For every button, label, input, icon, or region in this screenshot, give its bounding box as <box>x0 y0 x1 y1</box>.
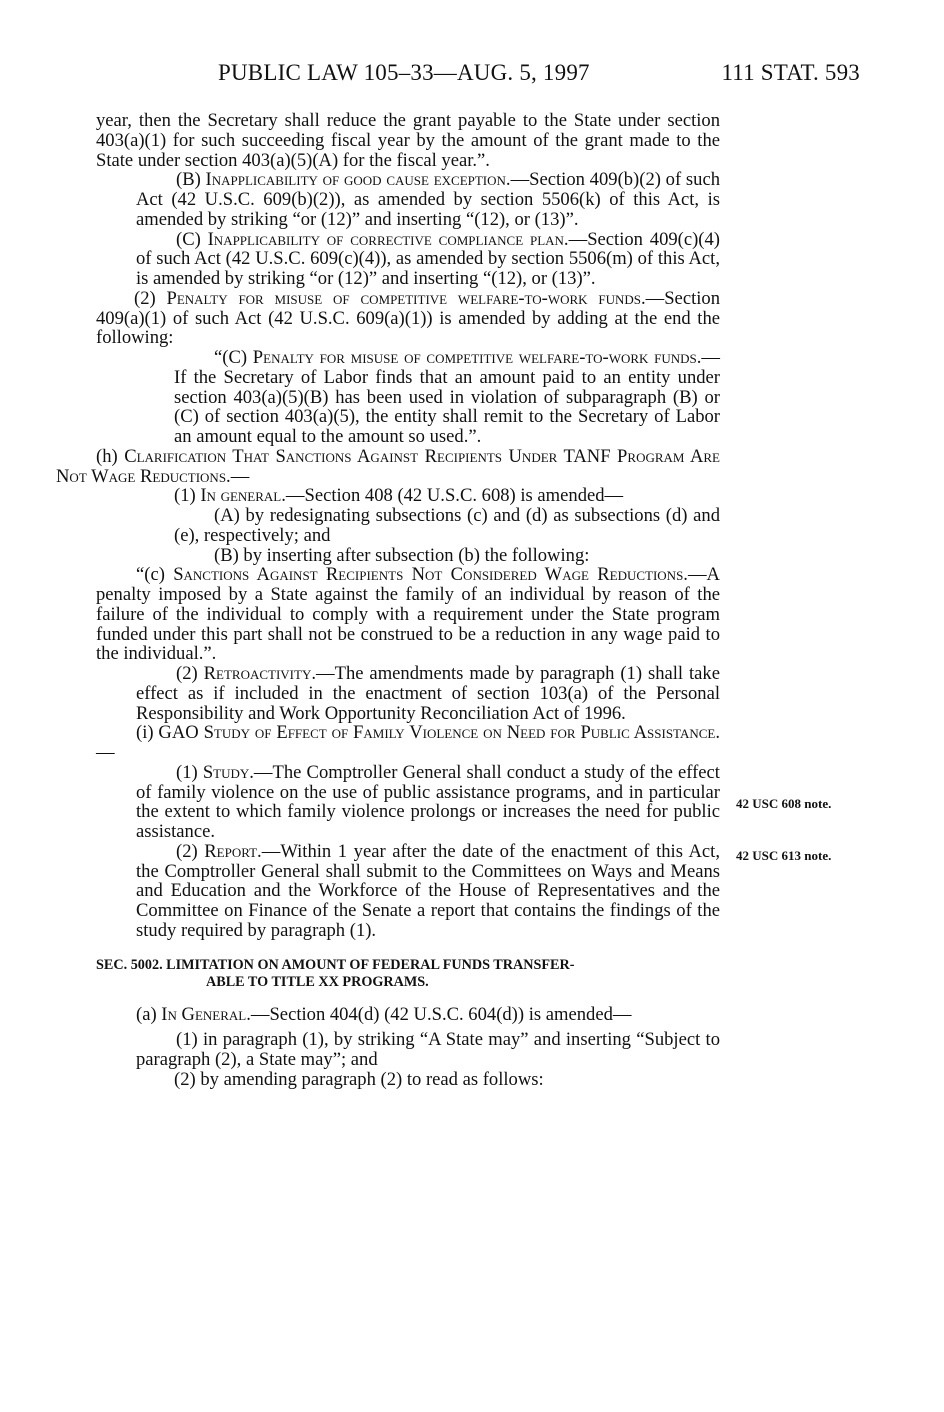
paragraph-text: —The amendments made by paragraph (1) shall take effect as if included in the enactment of section 103(a) of the Personal Responsibility and Work Opportunity Reconciliation Act of 1996. <box>136 663 720 724</box>
paragraph-text: —Section 408 (42 U.S.C. 608) is amended— <box>285 485 624 507</box>
paragraph-B-inserting <box>96 546 720 566</box>
paragraph-quoted-c-sanctions <box>96 565 720 664</box>
paragraph-text: (A) by redesignating subsections (c) and (d) as subsections (d) and (e), respectively; and <box>174 505 720 546</box>
body-text <box>56 110 721 1090</box>
running-header <box>0 60 944 92</box>
paragraph-2-retroactivity <box>96 664 720 723</box>
margin-note-613: 42 USC 613 note. <box>736 848 832 863</box>
paragraph-heading: Clarification That Sanctions Against Recipients Under TANF Program Are Not Wage Reductions. <box>56 445 720 487</box>
paragraph-text: —If the Secretary of Labor finds that an amount paid to an entity under section 403(a)(5)(B) has been used in violation of subparagraph (B) or (C) of section 403(a)(5), the entity shall remit to the Secretary of Labor an amount equal to the amount so used.”. <box>174 347 721 447</box>
paragraph-label: “(C) <box>214 347 253 368</box>
paragraph-B-good-cause <box>96 170 720 229</box>
paragraph-C-corrective-plan <box>96 230 720 289</box>
paragraph-heading: Study of Effect of Family Violence on Need for Public Assistance. <box>203 722 720 744</box>
paragraph-heading: Penalty for misuse of competitive welfare-to-work funds. <box>166 287 646 309</box>
paragraph-label: (1) <box>176 761 203 783</box>
paragraph-text: —Within 1 year after the date of the enactment of this Act, the Comptroller General shall submit to the Committees on Ways and Means and Education and the Workforce of the House of Representatives and the Committee on Finance of the Senate a report that contains the findings of the study required by paragraph (1). <box>136 840 720 941</box>
paragraph-label: (1) <box>174 485 201 507</box>
paragraph-label: (2) <box>176 840 205 862</box>
paragraph-1-study <box>96 763 720 842</box>
paragraph-label: (2) <box>176 663 204 684</box>
paragraph-label: (2) <box>134 287 167 309</box>
section-heading-line2: ABLE TO TITLE XX PROGRAMS. <box>206 973 429 990</box>
paragraph-text: —Section 409(c)(4) of such Act (42 U.S.C. 609(c)(4)), as amended by section 5506(m) of this Act, is amended by striking “or (12)” and inserting “(12), or (13)”. <box>136 228 720 289</box>
paragraph-text: (1) in paragraph (1), by striking “A State may” and inserting “Subject to paragraph (2), a State may”; and <box>136 1029 720 1070</box>
header-stat-page: 111 STAT. 593 <box>721 60 860 85</box>
paragraph-heading: Study. <box>202 761 254 783</box>
paragraph-heading: Inapplicability of good cause exception. <box>205 169 511 191</box>
paragraph-heading: Penalty for misuse of competitive welfare-to-work funds. <box>252 347 702 368</box>
header-law-citation: PUBLIC LAW 105–33—AUG. 5, 1997 <box>218 60 590 85</box>
paragraph-text: (B) by inserting after subsection (b) the following: <box>214 544 590 566</box>
paragraph-continuation: year, then the Secretary shall reduce the grant payable to the State under section 403(a)(1) for such succeeding fiscal year by the amount of the grant made to the State under section 403(a)(5)(A) for the fiscal year.”. <box>96 110 720 171</box>
paragraph-2-report <box>96 842 720 941</box>
paragraph-text: — <box>230 465 250 487</box>
paragraph-heading: Retroactivity. <box>203 663 316 684</box>
paragraph-heading: Inapplicability of corrective compliance plan. <box>207 228 569 250</box>
paragraph-heading: Sanctions Against Recipients Not Considered Wage Reductions. <box>173 564 688 586</box>
paragraph-text: —Section 409(b)(2) of such Act (42 U.S.C. 609(b)(2)), as amended by section 5506(k) of this Act, is amended by striking “or (12)” and inserting “(12), or (13)”. <box>136 169 721 230</box>
paragraph-h-clarification <box>56 447 720 487</box>
paragraph-text: — <box>96 742 115 763</box>
paragraph-label: (C) <box>176 228 208 250</box>
margin-note-608: 42 USC 608 note. <box>736 796 832 811</box>
paragraph-heading: Report. <box>204 840 262 862</box>
paragraph-label: (i) GAO <box>136 722 204 744</box>
paragraph-label: (B) <box>176 169 206 191</box>
paragraph-text: (2) by amending paragraph (2) to read as follows: <box>174 1068 544 1090</box>
paragraph-label: (h) <box>96 445 125 467</box>
paragraph-quoted-C <box>96 348 720 447</box>
paragraph-A-redesignating <box>96 506 720 546</box>
paragraph-2-penalty <box>56 289 720 348</box>
paragraph-2-amending <box>96 1070 720 1090</box>
paragraph-i-gao-study <box>96 723 720 763</box>
paragraph-text: —A penalty imposed by a State against the family of an individual by reason of the failure of the individual to comply with a requirement under the State program funded under this part shall not be construed to be a reduction in any wage paid to the individual.”. <box>96 564 720 665</box>
paragraph-heading: In General. <box>161 1003 251 1025</box>
paragraph-a-in-general <box>96 1005 720 1025</box>
paragraph-text: —Section 409(a)(1) of such Act (42 U.S.C. 609(a)(1)) is amended by adding at the end the following: <box>96 287 720 349</box>
paragraph-1-in-general <box>96 486 720 506</box>
section-heading-5002 <box>96 957 720 991</box>
paragraph-heading: In general. <box>200 485 286 507</box>
paragraph-text: —Section 404(d) (42 U.S.C. 604(d)) is amended— <box>250 1003 632 1025</box>
paragraph-label: “(c) <box>136 564 174 586</box>
paragraph-text: —The Comptroller General shall conduct a study of the effect of family violence on the use of public assistance programs, and in particular the extent to which family violence prolongs or increases the need for public assistance. <box>136 761 720 842</box>
paragraph-label: (a) <box>136 1003 162 1025</box>
section-heading-line1: SEC. 5002. LIMITATION ON AMOUNT OF FEDERAL FUNDS TRANSFER- <box>96 956 575 973</box>
paragraph-1-striking <box>96 1030 720 1070</box>
